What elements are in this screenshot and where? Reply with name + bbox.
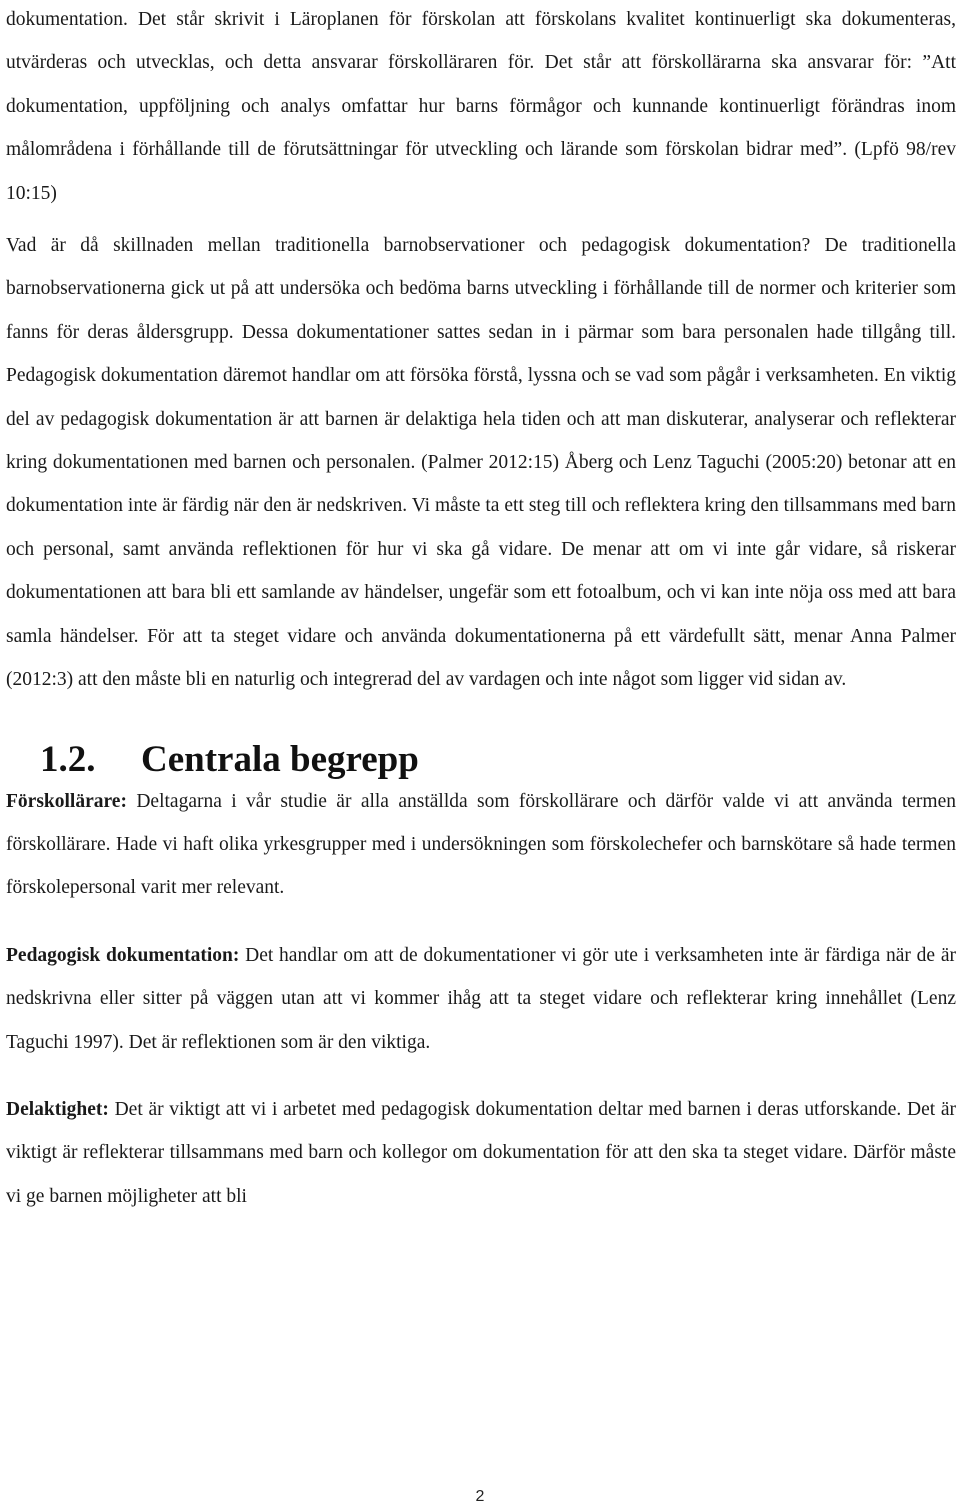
body-paragraph-2: Vad är då skillnaden mellan traditionella barnobservationer och pedagogisk dokumentation? De traditionella barnobservationerna gick ut på att undersöka och bedöma barns utveckling i förhållande till de normer och kriterier som fanns för deras åldersgrupp. Dessa dokumentationer sattes sedan in i pärmar som bara personalen hade tillgång till. Pedagogisk dokumentation däremot handlar om att försöka förstå, lyssna och se vad som pågår i verksamheten. En viktig del av pedagogisk dokumentation är att barnen är delaktiga hela tiden och att man diskuterar, analyserar och reflekterar kring dokumentationen med barnen och personalen. (Palmer 2012:15) Åberg och Lenz Taguchi (2005:20) betonar att en dokumentation inte är färdig när den är nedskriven. Vi måste ta ett steg till och reflektera kring den tillsammans med barn och personal, samt använda reflektionen för hur vi ska gå vidare. De menar att om vi inte går vidare, så riskerar dokumentationen att bara bli ett samlande av händelser, ungefär som ett fotoalbum, och vi kan inte nöja oss med att bara samla händelser. För att ta steget vidare och använda dokumentationerna på ett värdefullt sätt, menar Anna Palmer (2012:3) att den måste bli en naturlig och integrerad del av vardagen och inte något som ligger vid sidan av. bbox=[6, 235, 956, 691]
section-title: Centrala begrepp bbox=[141, 738, 419, 780]
definition-pedagogisk-dokumentation bbox=[6, 934, 956, 1064]
definition-forskollarare bbox=[6, 780, 956, 910]
section-number: 1.2. bbox=[40, 738, 96, 780]
definition-text: Det är viktigt att vi i arbetet med pedagogisk dokumentation deltar med barnen i deras utforskande. Det är viktigt är reflekterar tillsammans med barn och kollegor om dokumentation för att den ska ta steget vidare. Därför måste vi ge barnen möjligheter att bli bbox=[6, 1098, 956, 1207]
page-number: 2 bbox=[475, 1488, 485, 1505]
definition-term: Pedagogisk dokumentation: bbox=[6, 944, 240, 966]
definition-text: Det handlar om att de dokumentationer vi gör ute i verksamheten inte är färdiga när de är nedskrivna eller sitter på väggen utan att vi kommer ihåg att ta steget vidare och reflekterar kring innehållet (Lenz Taguchi 1997). Det är reflektionen som är den viktiga. bbox=[6, 944, 956, 1053]
definition-term: Delaktighet: bbox=[6, 1098, 109, 1120]
definition-term: Förskollärare: bbox=[6, 790, 127, 812]
body-paragraph-1: dokumentation. Det står skrivit i Läroplanen för förskolan att förskolans kvalitet kontinuerligt ska dokumenteras, utvärderas och utvecklas, och detta ansvarar förskolläraren för. Det står att förskollärarna ska ansvarar för: ”Att dokumentation, uppföljning och analys omfattar hur barns förmågor och kunnande kontinuerligt förändras inom målområdena i förhållande till de förutsättningar för utveckling och lärande som förskolan bidrar med”. (Lpfö 98/rev 10:15) bbox=[6, 9, 956, 204]
document-page bbox=[6, 0, 956, 1218]
section-heading bbox=[6, 740, 956, 780]
definition-delaktighet bbox=[6, 1088, 956, 1218]
definition-text: Deltagarna i vår studie är alla anställda som förskollärare och därför valde vi att använda termen förskollärare. Hade vi haft olika yrkesgrupper med i undersökningen som förskolechefer och barnskötare så hade termen förskolepersonal varit mer relevant. bbox=[6, 790, 956, 899]
